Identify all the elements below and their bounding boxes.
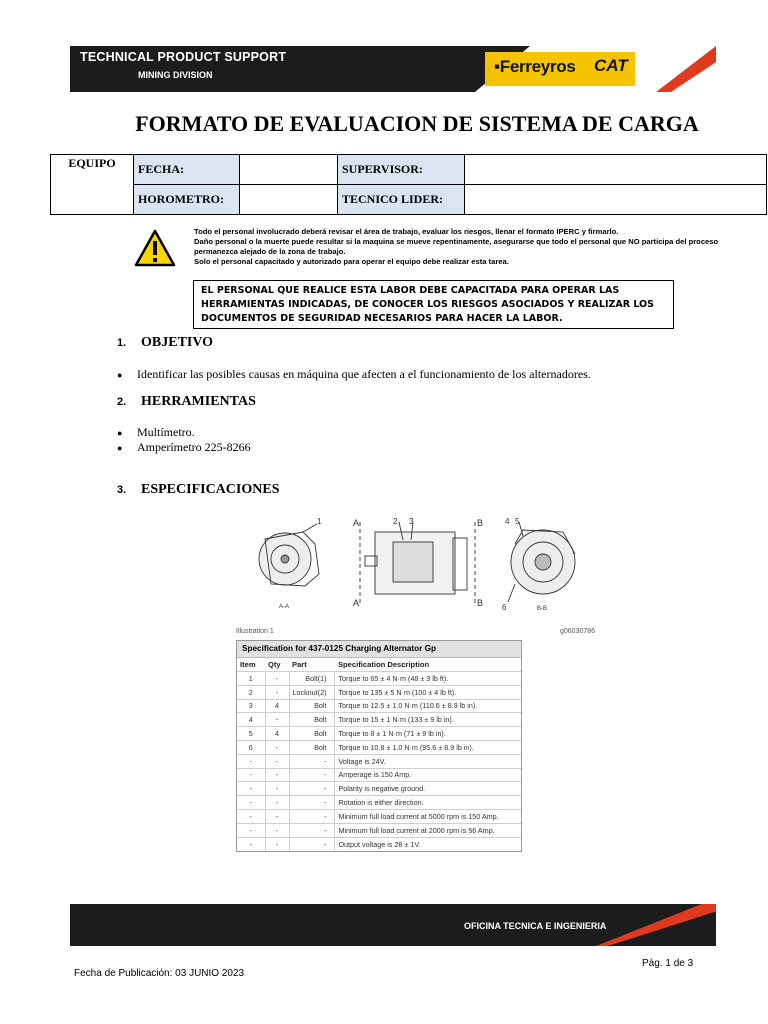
table-row (237, 699, 521, 713)
table-cell: - (289, 823, 335, 837)
header-title: TECHNICAL PRODUCT SUPPORT (80, 50, 287, 64)
tecnico-lider-label: TECNICO LIDER: (338, 185, 465, 215)
table-cell: Torque to 8 ± 1 N·m (71 ± 9 lb in). (335, 727, 521, 741)
diagram-callout: 1 (317, 517, 322, 526)
table-cell: - (289, 782, 335, 796)
table-cell: Bolt(1) (289, 672, 335, 686)
warning-triangle-icon (134, 229, 176, 267)
table-cell: Polarity is negative ground. (335, 782, 521, 796)
diagram-callout: 4 (505, 517, 510, 526)
table-cell: Bolt (289, 727, 335, 741)
illustration-label: Illustration 1 (236, 628, 274, 635)
table-cell: Locknut(2) (289, 685, 335, 699)
table-row (237, 823, 521, 837)
table-cell: Bolt (289, 740, 335, 754)
table-cell: - (237, 754, 265, 768)
table-cell: - (289, 754, 335, 768)
table-row (237, 809, 521, 823)
table-cell: Torque to 65 ± 4 N·m (48 ± 3 lb ft). (335, 672, 521, 686)
table-cell: Amperage is 150 Amp. (335, 768, 521, 782)
logo-cat: CAT (594, 56, 628, 75)
table-header-row (237, 658, 521, 672)
section-title: OBJETIVO (141, 335, 214, 350)
section-title: HERRAMIENTAS (141, 394, 256, 409)
tecnico-lider-field[interactable] (465, 185, 767, 215)
list-item (117, 367, 591, 382)
document-title: FORMATO DE EVALUACION DE SISTEMA DE CARGA (135, 111, 699, 136)
section-especificaciones-heading (117, 482, 279, 498)
warning-line: Todo el personal involucrado deberá revisar el área de trabajo, evaluar los riesgos, llenar el formato IPERC y firmarlo. (194, 227, 619, 236)
table-cell: Output voltage is 28 ± 1V. (335, 837, 521, 851)
diagram-callout: 6 (502, 603, 507, 612)
list-item-text: Amperímetro 225-8266 (137, 440, 251, 454)
table-row (237, 740, 521, 754)
graphic-id: g06030786 (560, 628, 596, 635)
table-cell: 4 (265, 727, 289, 741)
specification-table (236, 640, 522, 852)
table-row (237, 754, 521, 768)
table-row (237, 713, 521, 727)
column-header: Qty (265, 658, 289, 672)
table-cell: - (265, 685, 289, 699)
table-cell: - (265, 796, 289, 810)
footer-office: OFICINA TECNICA E INGENIERIA (464, 921, 607, 931)
table-cell: - (265, 823, 289, 837)
bullet-icon: ● (117, 370, 123, 380)
list-item-text: Multímetro. (137, 425, 195, 439)
bullet-icon: ● (117, 443, 123, 453)
fecha-field[interactable] (240, 155, 338, 185)
list-item-text: Identificar las posibles causas en máquina que afecten a el funcionamiento de los alternadores. (137, 367, 591, 381)
diagram-callout: A (353, 598, 360, 608)
section-number: 1. (117, 337, 127, 349)
section-number: 3. (117, 484, 127, 496)
table-cell: - (237, 796, 265, 810)
diagram-callout: 2 (393, 517, 398, 526)
horometro-field[interactable] (240, 185, 338, 215)
publication-date: Fecha de Publicación: 03 JUNIO 2023 (74, 968, 245, 979)
diagram-callout: B (477, 518, 484, 528)
table-cell: - (237, 768, 265, 782)
table-cell: - (265, 809, 289, 823)
table-cell: - (265, 768, 289, 782)
table-cell: - (265, 837, 289, 851)
table-cell: 5 (237, 727, 265, 741)
equipo-label: EQUIPO (51, 155, 134, 215)
supervisor-label: SUPERVISOR: (338, 155, 465, 185)
info-table (50, 154, 768, 215)
table-cell: Bolt (289, 713, 335, 727)
accent-stripe (596, 904, 716, 946)
column-header: Specification Description (335, 658, 521, 672)
table-row (237, 672, 521, 686)
section-number: 2. (117, 396, 127, 408)
table-cell: - (237, 837, 265, 851)
table-cell: Minimum full load current at 5000 rpm is 150 Amp. (335, 809, 521, 823)
table-cell: - (289, 796, 335, 810)
table-cell: - (265, 754, 289, 768)
table-cell: 6 (237, 740, 265, 754)
diagram-callout: 5 (515, 517, 520, 526)
table-cell: Voltage is 24V. (335, 754, 521, 768)
alternator-diagram (253, 514, 583, 614)
column-header: Part (289, 658, 335, 672)
horometro-label: HOROMETRO: (134, 185, 240, 215)
warning-text (194, 227, 764, 267)
table-row (237, 727, 521, 741)
table-cell: - (237, 782, 265, 796)
list-item (117, 440, 251, 455)
table-row (237, 837, 521, 851)
diagram-callout: 3 (409, 517, 414, 526)
table-cell: Torque to 12.5 ± 1.0 N·m (110.6 ± 8.9 lb in). (335, 699, 521, 713)
table-cell: 4 (265, 699, 289, 713)
page-number: Pág. 1 de 3 (642, 958, 694, 969)
fecha-label: FECHA: (134, 155, 240, 185)
column-header: Item (237, 658, 265, 672)
table-row (237, 782, 521, 796)
specification-title: Specification for 437-0125 Charging Alternator Gp (237, 641, 521, 657)
table-row (237, 796, 521, 810)
table-cell: Bolt (289, 699, 335, 713)
table-cell: 1 (237, 672, 265, 686)
table-cell: Torque to 10.8 ± 1.0 N·m (95.6 ± 8.9 lb in). (335, 740, 521, 754)
diagram-callout: B (477, 598, 484, 608)
table-cell: Minimum full load current at 2000 rpm is 56 Amp. (335, 823, 521, 837)
footer-band (70, 904, 716, 946)
table-cell: Torque to 135 ± 5 N·m (100 ± 4 lb ft). (335, 685, 521, 699)
safety-notice-box: EL PERSONAL QUE REALICE ESTA LABOR DEBE CAPACITADA PARA OPERAR LAS HERRAMIENTAS INDICADAS, DE CONOCER LOS RIESGOS ASOCIADOS Y REALIZAR LOS DOCUMENTOS DE SEGURIDAD NECESARIOS PARA HACER LA LABOR. (193, 280, 674, 329)
table-cell: Torque to 15 ± 1 N·m (133 ± 9 lb in). (335, 713, 521, 727)
bullet-icon: ● (117, 428, 123, 438)
table-cell: - (289, 809, 335, 823)
table-cell: 3 (237, 699, 265, 713)
table-cell: - (265, 713, 289, 727)
table-cell: - (289, 768, 335, 782)
table-cell: - (265, 740, 289, 754)
table-cell: - (237, 809, 265, 823)
table-row (237, 768, 521, 782)
section-title: ESPECIFICACIONES (141, 482, 280, 497)
diagram-callout: A (353, 518, 360, 528)
supervisor-field[interactable] (465, 155, 767, 185)
table-cell: 2 (237, 685, 265, 699)
table-cell: Rotation is either direction. (335, 796, 521, 810)
header-subtitle: MINING DIVISION (138, 70, 213, 80)
warning-line: Solo el personal capacitado y autorizado para operar el equipo debe realizar esta tarea. (194, 257, 509, 266)
view-label: B-B (537, 606, 548, 612)
view-label: A-A (279, 604, 290, 610)
table-cell: 4 (237, 713, 265, 727)
table-cell: - (289, 837, 335, 851)
section-herramientas-heading (117, 394, 256, 410)
logo-ferreyros: ▪Ferreyros (494, 57, 576, 76)
warning-line: Daño personal o la muerte puede resultar si la maquina se mueve repentinamente, asegurarse que todo el personal que NO participa del proceso permanezca alejado de la zona de trabajo. (194, 237, 719, 256)
table-row (237, 685, 521, 699)
table-cell: - (237, 823, 265, 837)
table-cell: - (265, 672, 289, 686)
table-cell: - (265, 782, 289, 796)
list-item (117, 425, 195, 440)
section-objetivo-heading (117, 335, 213, 351)
